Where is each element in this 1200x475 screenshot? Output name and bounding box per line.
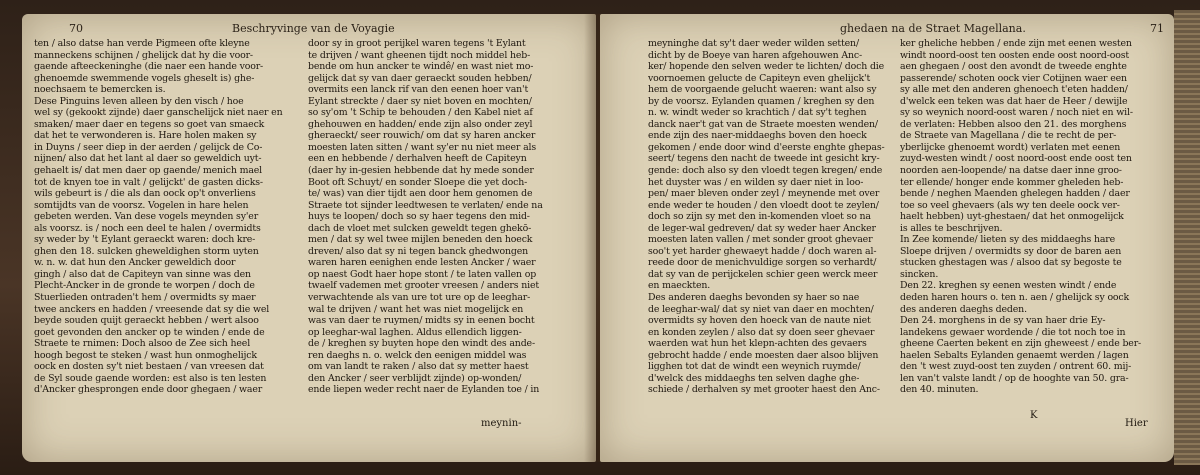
text-line: voornoemen gelucte de Capiteyn even ghelijck't bbox=[648, 72, 871, 84]
right-page bbox=[600, 14, 1174, 462]
text-line: windt noord-oost ten oosten ende oost noord-oost bbox=[900, 49, 1130, 61]
text-line: (daer hy in-gesien hebbende dat hy mede sonder bbox=[308, 165, 534, 177]
text-line: de Straete van Magellana / die te recht de per- bbox=[900, 130, 1117, 142]
text-line: een en hebbende / derhalven heeft de Capiteyn bbox=[308, 153, 527, 165]
text-line: goet gevonden den ancker op te winden / ende de bbox=[34, 326, 265, 338]
text-line: de / kreghen sy buyten hope den windt des ande- bbox=[308, 338, 535, 350]
text-line: ghen den 18. sulcken gheweldighen storm uyten bbox=[34, 245, 259, 257]
text-line: ende zijn des naer-middaeghs boven den hoeck bbox=[648, 130, 867, 142]
signature-mark: K bbox=[1030, 410, 1038, 421]
page-edges bbox=[1174, 10, 1200, 465]
text-line: gebeten werden. Van dese vogels meynden sy'er bbox=[34, 211, 259, 223]
text-line: de Syl soude gaende worden: est also is ten lesten bbox=[34, 372, 267, 384]
text-line: len van't valste landt / op de hooghte van 50. gra- bbox=[900, 372, 1129, 384]
text-line: Boot oft Schuyt/ en sonder Sloepe die yet doch- bbox=[308, 176, 528, 188]
left-page-number: 70 bbox=[69, 22, 83, 35]
text-line: gaende afteeckeninghe (die naer een hande voor- bbox=[34, 61, 264, 73]
text-line: in Duyns / seer diep in der aerden / gelijck de Co- bbox=[34, 141, 263, 153]
text-line: sy alle met den anderen ghenoech t'eten hadden/ bbox=[900, 84, 1128, 96]
text-line: n. w. windt weder so krachtich / dat sy't teghen bbox=[648, 107, 867, 119]
text-line: den Ancker / seer verblijdt zijnde) op-wonden/ bbox=[308, 372, 522, 384]
text-line: landekens gewaer wordende / die tot noch toe in bbox=[900, 326, 1126, 338]
text-line: sy weder by 't Eylant geraeckt waren: doch kre- bbox=[34, 234, 256, 246]
text-line: op leeghar-wal laghen. Aldus ellendich liggen- bbox=[308, 326, 522, 338]
text-line: waren haren eenighen ende lesten Ancker / waer bbox=[308, 257, 536, 269]
text-line: sy so weynich noord-oost waren / noch niet en wil- bbox=[900, 107, 1133, 119]
text-line: gekomen / ende door wind d'eerste enghte ghepas- bbox=[648, 141, 885, 153]
text-line: de verlaten: Hebben alsoo den 21. des morghens bbox=[900, 118, 1127, 130]
text-line: ren daeghs n. o. welck den eenigen middel was bbox=[308, 349, 527, 361]
text-line: moesten laten vallen / met sonder groot ghevaer bbox=[648, 234, 873, 246]
text-line: overmidts sy hoven den hoeck van de naute niet bbox=[648, 315, 871, 327]
text-line: waerden wat hun het klepn-achten des gevaers bbox=[648, 338, 867, 350]
text-line: pen/ maer bleven onder zeyl / meynende met over bbox=[648, 188, 880, 200]
right-catchword: Hier bbox=[1125, 418, 1148, 429]
text-line: passerende/ schoten oock vier Cotijnen waer een bbox=[900, 72, 1127, 84]
text-line: de leeghar-wal/ dat sy niet van daer en mochten/ bbox=[648, 303, 874, 315]
text-line: d'welck des middaeghs ten selven daghe ghe- bbox=[648, 372, 860, 384]
text-line: moesten laten sitten / want sy'er nu niet meer als bbox=[308, 141, 537, 153]
text-line: ghehouwen en hadden/ ende zijn also onder zeyl bbox=[308, 118, 533, 130]
text-line: seert/ tegens den nacht de tweede int gesicht kry- bbox=[648, 153, 880, 165]
text-line: Den 24. morghens in de sy van haer drie Ey- bbox=[900, 315, 1106, 327]
text-line: Stuerlieden ontraden't hem / overmidts sy maer bbox=[34, 292, 256, 304]
text-line: Straete tot sijnder leedtwesen te verlaten/ ende na bbox=[308, 199, 543, 211]
text-line: ligghen tot dat de windt een weynich ruymde/ bbox=[648, 361, 861, 373]
text-line: Den 22. kreghen sy eenen westen windt / ende bbox=[900, 280, 1117, 292]
text-line: wal te drijven / want het was niet mogelijck en bbox=[308, 303, 524, 315]
text-line: en konden zeylen / also dat sy doen seer ghevaer bbox=[648, 326, 875, 338]
text-line: d'Ancker ghesprongen ende door ghegaen / waer bbox=[34, 384, 263, 396]
text-line: ghenoemde swemmende vogels gheselt is) ghe- bbox=[34, 72, 255, 84]
text-line: gheraeckt/ seer rouwich/ om dat sy haren ancker bbox=[308, 130, 536, 142]
text-line: en maeckten. bbox=[648, 280, 711, 292]
text-line: gelijck dat sy van daer geraeckt souden hebben/ bbox=[308, 72, 532, 84]
text-line: reede door de menichvuldige sorgen so verhardt/ bbox=[648, 257, 877, 269]
text-line: wils gebeurt is / die als dan oock op't onverliens bbox=[34, 188, 256, 200]
text-line: als voorsz. is / noch een deel te halen / overmidts bbox=[34, 222, 261, 234]
text-line: oock en dosten sy't niet bestaen / van vreesen dat bbox=[34, 361, 264, 373]
text-line: so sy'om 't Schip te behouden / den Kabel niet af bbox=[308, 107, 533, 119]
text-line: gebrocht hadde / ende moesten daer alsoo blijven bbox=[648, 349, 879, 361]
left-column-1 bbox=[34, 38, 296, 396]
text-line: nijnen/ also dat het lant al daer so geweldich uyt- bbox=[34, 153, 262, 165]
text-line: dicht by de Boeye van haren afgehouwen Anc- bbox=[648, 49, 863, 61]
text-line: het duyster was / en wilden sy daer niet in loo- bbox=[648, 176, 864, 188]
text-line: zuyd-westen windt / oost noord-oost ende oost ten bbox=[900, 153, 1132, 165]
left-column-2 bbox=[308, 38, 570, 396]
text-line: om van landt te raken / also dat sy metter haest bbox=[308, 361, 529, 373]
text-line: overmits een lanck rif van den eenen hoer van't bbox=[308, 84, 529, 96]
text-line: beyde souden quijt geraeckt hebben / wert alsoo bbox=[34, 315, 259, 327]
text-line: danck naer't gat van de Straete moesten wenden/ bbox=[648, 118, 878, 130]
text-line: twee anckers en hadden / vreesende dat sy die wel bbox=[34, 303, 270, 315]
text-line: smaken/ maer daer en tegens so goet van smaeck bbox=[34, 118, 265, 130]
text-line: tot de knyen toe in valt / gelijckt' de gasten dicks- bbox=[34, 176, 263, 188]
text-line: Eylant streckte / daer sy niet boven en mochten/ bbox=[308, 95, 532, 107]
text-line: noechsaem te bemercken is. bbox=[34, 84, 166, 96]
text-line: dat het te verwonderen is. Hare holen maken sy bbox=[34, 130, 257, 142]
text-line: huys te loopen/ doch so sy haer tegens den mid- bbox=[308, 211, 530, 223]
text-line: haelt hebben) uyt-ghestaen/ dat het onmogelijck bbox=[900, 211, 1124, 223]
text-line: ende weder te houden / den vloedt doot te zeylen/ bbox=[648, 199, 879, 211]
text-line: bende om hun ancker te windê/ en wast niet mo- bbox=[308, 61, 534, 73]
text-line: meyninghe dat sy't daer weder wilden setten/ bbox=[648, 38, 859, 49]
text-line: verwachtende als van ure tot ure op de leeghar- bbox=[308, 292, 531, 304]
text-line: soo't yet harder ghewaeyt hadde / doch waren al- bbox=[648, 245, 877, 257]
text-line: des anderen daeghs deden. bbox=[900, 303, 1027, 315]
text-line: gheene Caerten bekent en zijn gheweest / ende ber- bbox=[900, 338, 1142, 350]
text-line: yberlijcke ghenoemt wordt) verlaten met eenen bbox=[900, 141, 1121, 153]
left-running-head: Beschryvinge van de Voyagie bbox=[232, 22, 395, 35]
text-line: Des anderen daeghs bevonden sy haer so nae bbox=[648, 292, 860, 304]
text-line: hem de voorgaende gelucht waeren: want also sy bbox=[648, 84, 877, 96]
text-line: ten / also datse han verde Pigmeen ofte kleyne bbox=[34, 38, 250, 49]
text-line: dach de vloet met sulcken geweldt tegen ghekō- bbox=[308, 222, 532, 234]
text-line: ker/ hopende den selven weder te lichten/ doch die bbox=[648, 61, 885, 73]
text-line: op naest Godt haer hope stont / te laten vallen op bbox=[308, 268, 537, 280]
text-line: somtijdts van de voorsz. Vogelen in hare helen bbox=[34, 199, 249, 211]
text-line: noorden aen-loopende/ na datse daer inne groo- bbox=[900, 165, 1122, 177]
text-line: sincken. bbox=[900, 268, 939, 280]
text-line: is alles te beschrijven. bbox=[900, 222, 1003, 234]
text-line: ter ellende/ honger ende kommer gheleden heb- bbox=[900, 176, 1124, 188]
text-line: was van daer te ruymen/ midts sy in eenen bocht bbox=[308, 315, 535, 327]
right-column-2 bbox=[900, 38, 1162, 396]
right-column-1 bbox=[648, 38, 910, 396]
text-line: hoogh begost te steken / wast hun onmoghelijck bbox=[34, 349, 257, 361]
text-line: dat sy van de perijckelen schier geen werck meer bbox=[648, 268, 878, 280]
text-line: manneckens schijnen / ghelijck dat hy die voor- bbox=[34, 49, 253, 61]
text-line: deden haren hours o. ten n. aen / ghelijck sy oock bbox=[900, 292, 1130, 304]
text-line: de leger-wal gedreven/ dat sy weder haer Ancker bbox=[648, 222, 876, 234]
text-line: aen ghegaen / oost den avondt de tweede enghte bbox=[900, 61, 1127, 73]
text-line: gende: doch also sy den vloedt tegen kregen/ ende bbox=[648, 165, 883, 177]
text-line: te/ was) van dier tijdt aen door hem genomen de bbox=[308, 188, 533, 200]
text-line: ende liepen weder recht naer de Eylanden toe / in bbox=[308, 384, 540, 396]
text-line: den 40. minuten. bbox=[900, 384, 979, 396]
text-line: haelen Sebalts Eylanden genaemt werden / lagen bbox=[900, 349, 1129, 361]
text-line: stucken ghestagen was / alsoo dat sy begoste te bbox=[900, 257, 1122, 269]
right-running-head: ghedaen na de Straet Magellana. bbox=[840, 22, 1026, 35]
text-line: door sy in groot perijkel waren tegens 't Eylant bbox=[308, 38, 526, 49]
text-line: twaelf vademen met grooter vreesen / anders niet bbox=[308, 280, 539, 292]
left-catchword: meynin- bbox=[481, 418, 522, 429]
text-line: te drijven / want gheenen tijdt noch middel heb- bbox=[308, 49, 531, 61]
text-line: by de voorsz. Eylanden quamen / kreghen sy den bbox=[648, 95, 875, 107]
text-line: men / dat sy wel twee mijlen beneden den hoeck bbox=[308, 234, 533, 246]
text-line: den 't west zuyd-oost ten zuyden / ontrent 60. mij- bbox=[900, 361, 1132, 373]
text-line: d'welck een teken was dat haer de Heer / dewijle bbox=[900, 95, 1128, 107]
text-line: doch so zijn sy met den in-komenden vloet so na bbox=[648, 211, 871, 223]
text-line: bende / neghen Maenden ghelegen hadden / daer bbox=[900, 188, 1130, 200]
text-line: Sloepe drijven / overmidts sy door de baren aen bbox=[900, 245, 1122, 257]
text-line: w. n. w. dat hun den Ancker geweldich door bbox=[34, 257, 236, 269]
text-line: schiede / derhalven sy met grooter haest den Anc- bbox=[648, 384, 880, 396]
text-line: Straete te rnimen: Doch alsoo de Zee sich heel bbox=[34, 338, 251, 350]
text-line: dreven/ also dat sy ni tegen banck ghedwongen bbox=[308, 245, 529, 257]
text-line: wel sy (gekookt zijnde) daer ganschelijck niet naer en bbox=[34, 107, 283, 119]
text-line: gingh / also dat de Capiteyn van sinne was den bbox=[34, 268, 251, 280]
left-page bbox=[22, 14, 596, 462]
text-line: Plecht-Ancker in de gronde te worpen / doch de bbox=[34, 280, 255, 292]
text-line: Dese Pinguins leven alleen by den visch / hoe bbox=[34, 95, 244, 107]
text-line: ker gheliche hebben / ende zijn met eenen westen bbox=[900, 38, 1132, 49]
text-line: gehaelt is/ dat men daer op gaende/ menich mael bbox=[34, 165, 263, 177]
right-page-number: 71 bbox=[1150, 22, 1164, 35]
text-line: toe so veel ghevaers (als wy ten deele oock ver- bbox=[900, 199, 1120, 211]
text-line: In Zee komende/ lieten sy des middaeghs hare bbox=[900, 234, 1116, 246]
